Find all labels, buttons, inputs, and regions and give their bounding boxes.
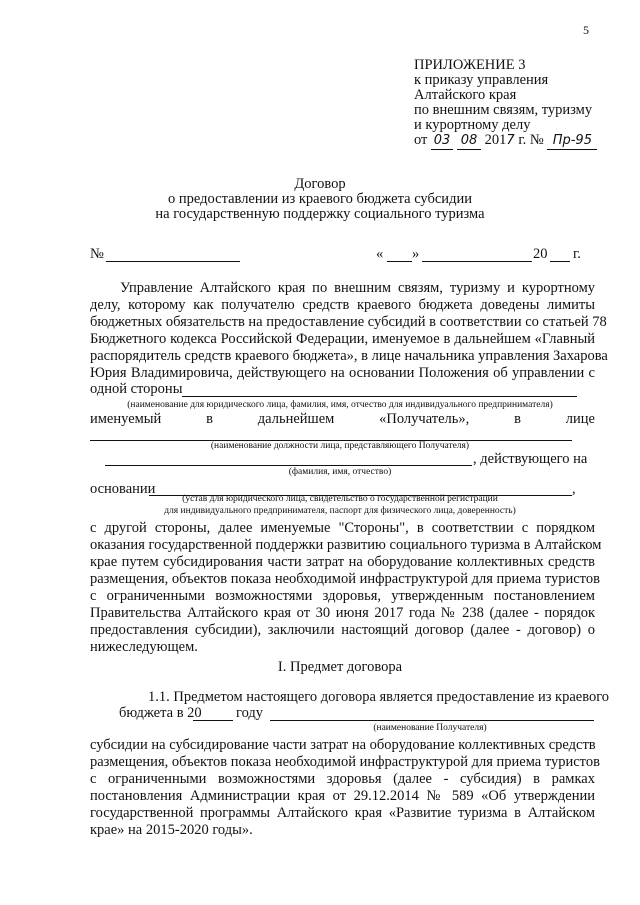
word: дальнейшем <box>257 411 335 427</box>
other-side-line: крае путем субсидирования части затрат на оборудование коллективных средств <box>90 554 595 570</box>
page-number: 5 <box>583 23 589 37</box>
contract-number-field <box>106 261 240 262</box>
appendix-title: ПРИЛОЖЕНИЕ 3 <box>414 57 526 73</box>
basis-comma: , <box>572 481 576 497</box>
preamble-line: Юрия Владимировича, действующего на основании Положения об управлении с <box>90 365 595 381</box>
other-side-line: предоставления субсидии), заключили настоящий договор (далее - договор) о <box>90 622 595 638</box>
handwritten-month: 08 <box>457 132 481 150</box>
contract-subtitle: о предоставлении из краевого бюджета субсидии <box>168 191 472 207</box>
other-side-line: Правительства Алтайского края от 30 июня 2017 года № 238 (далее - порядок <box>90 605 595 621</box>
appendix-line: Алтайского края <box>414 87 517 103</box>
contract-title: Договор <box>294 176 346 192</box>
other-side-line: нижеследующем. <box>90 639 198 655</box>
caption-basis: для индивидуального предпринимателя, паспорт для физического лица, доверенность) <box>164 506 516 516</box>
preamble-line: распорядитель средств краевого бюджета», в лице начальника управления Захарова <box>90 348 608 364</box>
word: в <box>514 411 521 427</box>
date-prefix: от <box>414 132 428 148</box>
year-suffix: г. <box>573 246 581 262</box>
quote-open: « <box>376 246 384 262</box>
other-side-line: размещения, объектов показа необходимой инфраструктурой для приема туристов <box>90 571 600 587</box>
clause-line: государственной программы Алтайского края «Развитие туризма в Алтайском <box>90 805 595 821</box>
preamble-line: делу, которому как получателю средств краевого бюджета доведены лимиты <box>90 297 595 313</box>
month-field <box>422 261 532 262</box>
quote-close: » <box>412 246 420 262</box>
other-side-line: с ограниченными возможностями здоровья, утвержденным постановлением <box>90 588 595 604</box>
basis-text: основании <box>90 481 156 497</box>
other-side-line: оказания государственной поддержки развитию социального туризма в Алтайском <box>90 537 602 553</box>
word: именуемый <box>90 411 162 427</box>
word: лице <box>565 411 595 427</box>
contract-number-sign: № <box>90 246 104 262</box>
contract-subtitle: на государственную поддержку социального туризма <box>155 206 485 222</box>
preamble-line: Бюджетного кодекса Российской Федерации, именуемое в дальнейшем «Главный <box>90 331 595 347</box>
caption-org: (наименование для юридического лица, фамилия, имя, отчество для индивидуального предпринимателя) <box>127 400 553 410</box>
appendix-line: и курортному делу <box>414 117 531 133</box>
preamble-line: бюджетных обязательств на предоставление субсидий в соответствии со статьей 78 <box>90 314 607 330</box>
handwritten-day: 03 <box>431 132 453 150</box>
word: в <box>206 411 213 427</box>
handwritten-year-digit: 7 <box>506 133 515 148</box>
year-suffix: г. № <box>518 132 544 148</box>
day-field <box>387 261 412 262</box>
clause-line-prefix: бюджета в 20 <box>119 705 202 721</box>
recipient-field <box>270 720 594 721</box>
caption-recipient: (наименование Получателя) <box>373 723 487 733</box>
year-prefix: 201 <box>484 132 507 148</box>
appendix-line: по внешним связям, туризму <box>414 102 593 118</box>
caption-position: (наименование должности лица, представляющего Получателя) <box>210 441 470 451</box>
clause-line: размещения, объектов показа необходимой инфраструктурой для приема туристов <box>90 754 600 770</box>
clause-line: крае» на 2015-2020 годы». <box>90 822 253 838</box>
caption-basis: (устав для юридического лица, свидетельство о государственной регистрации <box>182 494 498 504</box>
fio-field <box>105 465 472 466</box>
appendix-date-line <box>414 132 597 150</box>
caption-fio: (фамилия, имя, отчество) <box>288 467 392 477</box>
year-field <box>550 261 570 262</box>
clause-year-word: году <box>236 705 264 721</box>
clause-line: 1.1. Предметом настоящего договора является предоставление из краевого <box>148 689 610 705</box>
word: «Получатель», <box>379 411 470 427</box>
handwritten-order-number: Пр-95 <box>547 132 597 150</box>
clause-line: субсидии на субсидирование части затрат на оборудование коллективных средств <box>90 737 596 753</box>
other-side-line: с другой стороны, далее именуемые "Стороны", в соответствии с порядком <box>90 520 595 536</box>
appendix-line: к приказу управления <box>414 72 549 88</box>
recipient-name-field <box>182 396 577 397</box>
year-field <box>193 720 233 721</box>
preamble-line: Управление Алтайского края по внешним связям, туризму и курортному <box>120 280 595 296</box>
clause-line: постановления Администрации края от 29.12.2014 № 589 «Об утверждении <box>90 788 595 804</box>
year-prefix: 20 <box>533 246 548 262</box>
one-side-text: одной стороны <box>90 381 183 397</box>
named-line <box>90 411 595 428</box>
clause-line: с ограниченными возможностями здоровья (далее - субсидия) в рамках <box>90 771 595 787</box>
acting-text: , действующего на <box>473 451 588 467</box>
section-title: I. Предмет договора <box>277 659 403 675</box>
